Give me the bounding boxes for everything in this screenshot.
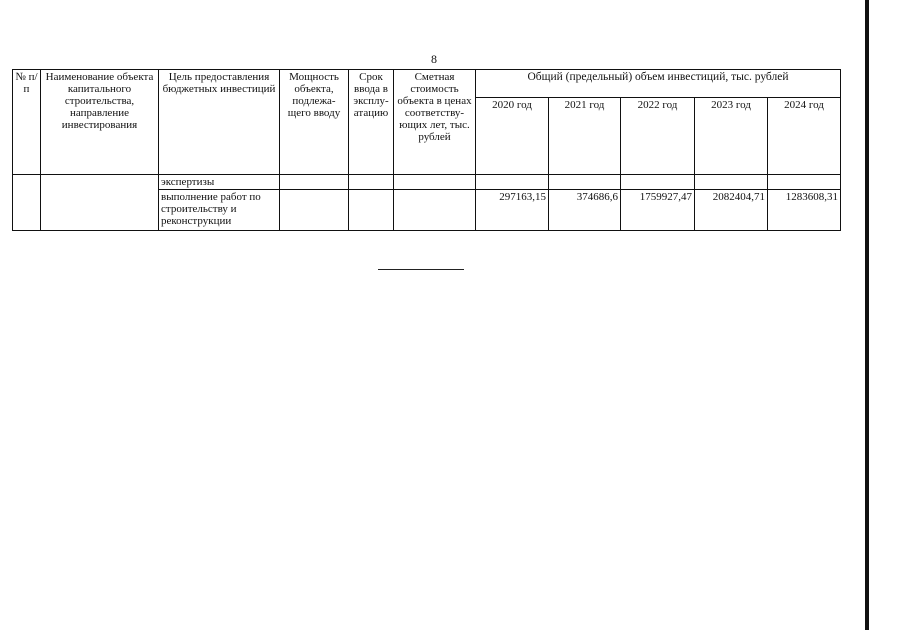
cell-value-2020: 297163,15	[476, 190, 549, 231]
cell-value-2023	[695, 175, 768, 190]
header-name: Наименование объекта капитального строительства, направление инвестирования	[41, 70, 159, 175]
header-num: № п/п	[13, 70, 41, 175]
cell-term	[349, 190, 394, 231]
cell-cost	[394, 190, 476, 231]
scan-edge-bar	[865, 0, 869, 630]
page-number: 8	[431, 52, 437, 66]
cell-num	[13, 175, 41, 231]
header-year-2021: 2021 год	[549, 97, 621, 174]
header-term: Срок ввода в эксплу-атацию	[349, 70, 394, 175]
cell-value-2020	[476, 175, 549, 190]
cell-value-2021	[549, 175, 621, 190]
header-year-2022: 2022 год	[621, 97, 695, 174]
cell-goal: экспертизы	[159, 175, 280, 190]
cell-cost	[394, 175, 476, 190]
end-divider-line	[378, 269, 464, 270]
header-year-2023: 2023 год	[695, 97, 768, 174]
header-goal: Цель предоставления бюджетных инвестиций	[159, 70, 280, 175]
investment-table	[12, 69, 841, 231]
cell-value-2022	[621, 175, 695, 190]
cell-value-2023: 2082404,71	[695, 190, 768, 231]
cell-value-2022: 1759927,47	[621, 190, 695, 231]
cell-goal: выполнение работ по строительству и реконструкции	[159, 190, 280, 231]
cell-value-2021: 374686,6	[549, 190, 621, 231]
table-row	[13, 175, 841, 190]
cell-name	[41, 175, 159, 231]
cell-value-2024	[768, 175, 841, 190]
cell-value-2024: 1283608,31	[768, 190, 841, 231]
cell-capacity	[280, 175, 349, 190]
header-year-2020: 2020 год	[476, 97, 549, 174]
header-year-2024: 2024 год	[768, 97, 841, 174]
cell-term	[349, 175, 394, 190]
cell-capacity	[280, 190, 349, 231]
header-capacity: Мощность объекта, подлежа-щего вводу	[280, 70, 349, 175]
header-cost: Сметная стоимость объекта в ценах соответству-ющих лет, тыс. рублей	[394, 70, 476, 175]
header-total: Общий (предельный) объем инвестиций, тыс. рублей	[476, 70, 841, 98]
